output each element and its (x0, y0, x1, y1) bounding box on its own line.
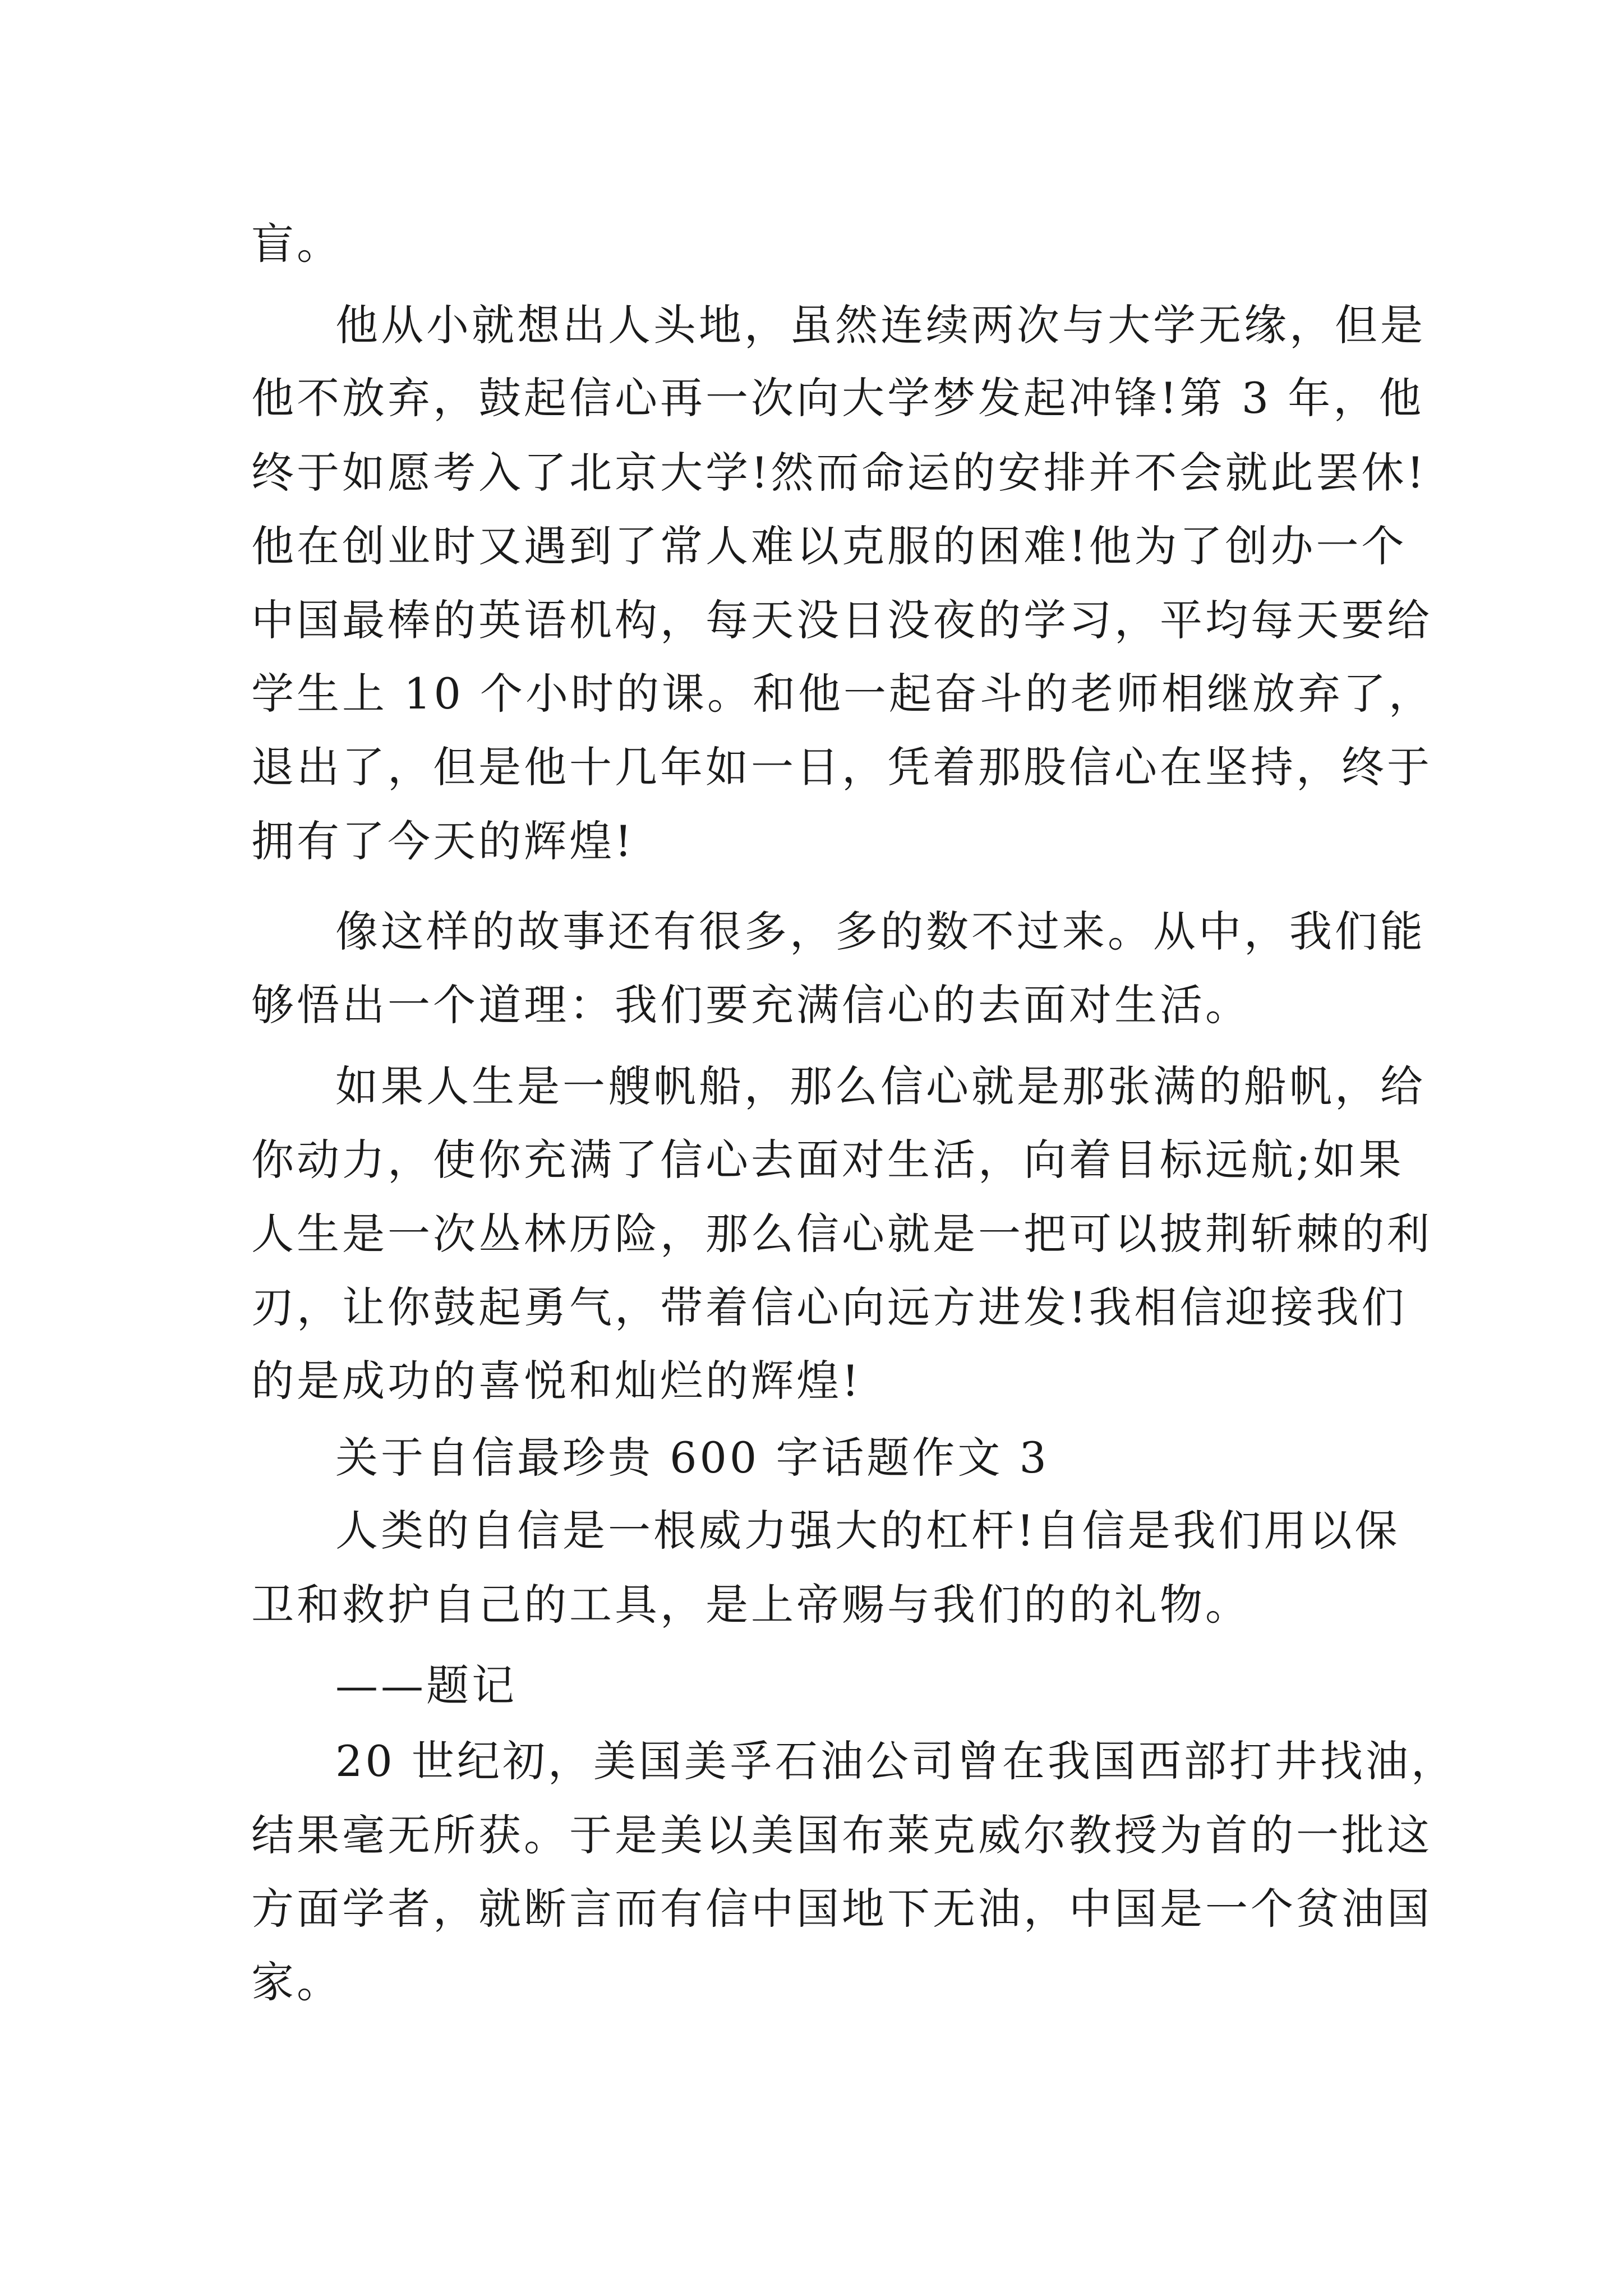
epigraph-attribution: ——题记 (335, 1660, 517, 1710)
text-line: 他在创业时又遇到了常人难以克服的困难!他为了创办一个 (251, 521, 1407, 571)
text-line: 拥有了今天的辉煌! (251, 816, 635, 866)
text-line: 他不放弃，鼓起信心再一次向大学梦发起冲锋!第 3 年，他 (251, 373, 1424, 423)
text-line: 中国最棒的英语机构，每天没日没夜的学习，平均每天要给 (251, 595, 1432, 645)
text-line: 学生上 10 个小时的课。和他一起奋斗的老师相继放弃了， (251, 669, 1435, 719)
text-line: 家。 (251, 1957, 342, 2007)
text-line: 人生是一次丛林历险，那么信心就是一把可以披荆斩棘的利 (251, 1209, 1432, 1259)
text-line: 结果毫无所获。于是美以美国布莱克威尔教授为首的一批这 (251, 1810, 1432, 1860)
text-line: 的是成功的喜悦和灿烂的辉煌! (251, 1356, 862, 1406)
text-line: 方面学者，就断言而有信中国地下无油，中国是一个贫油国 (251, 1884, 1432, 1934)
paragraph-first-line: 人类的自信是一根威力强大的杠杆!自信是我们用以保 (335, 1506, 1400, 1556)
paragraph-first-line: 20 世纪初，美国美孚石油公司曾在我国西部打井找油， (335, 1736, 1456, 1786)
text-line: 你动力，使你充满了信心去面对生活，向着目标远航;如果 (251, 1135, 1404, 1185)
paragraph-first-line: 他从小就想出人头地，虽然连续两次与大学无缘，但是 (335, 300, 1426, 350)
paragraph-first-line: 像这样的故事还有很多，多的数不过来。从中，我们能 (335, 907, 1426, 956)
text-line: 终于如愿考入了北京大学!然而命运的安排并不会就此罢休! (251, 448, 1427, 498)
section-heading: 关于自信最珍贵 600 字话题作文 3 (335, 1433, 1049, 1483)
paragraph-first-line: 如果人生是一艘帆船，那么信心就是那张满的船帆，给 (335, 1061, 1426, 1111)
text-line: 够悟出一个道理：我们要充满信心的去面对生活。 (251, 980, 1251, 1030)
text-line: 盲。 (251, 219, 342, 269)
text-line: 卫和救护自己的工具，是上帝赐与我们的的礼物。 (251, 1580, 1251, 1630)
text-line: 退出了，但是他十几年如一日，凭着那股信心在坚持，终于 (251, 742, 1432, 792)
text-line: 刃，让你鼓起勇气，带着信心向远方进发!我相信迎接我们 (251, 1282, 1407, 1332)
